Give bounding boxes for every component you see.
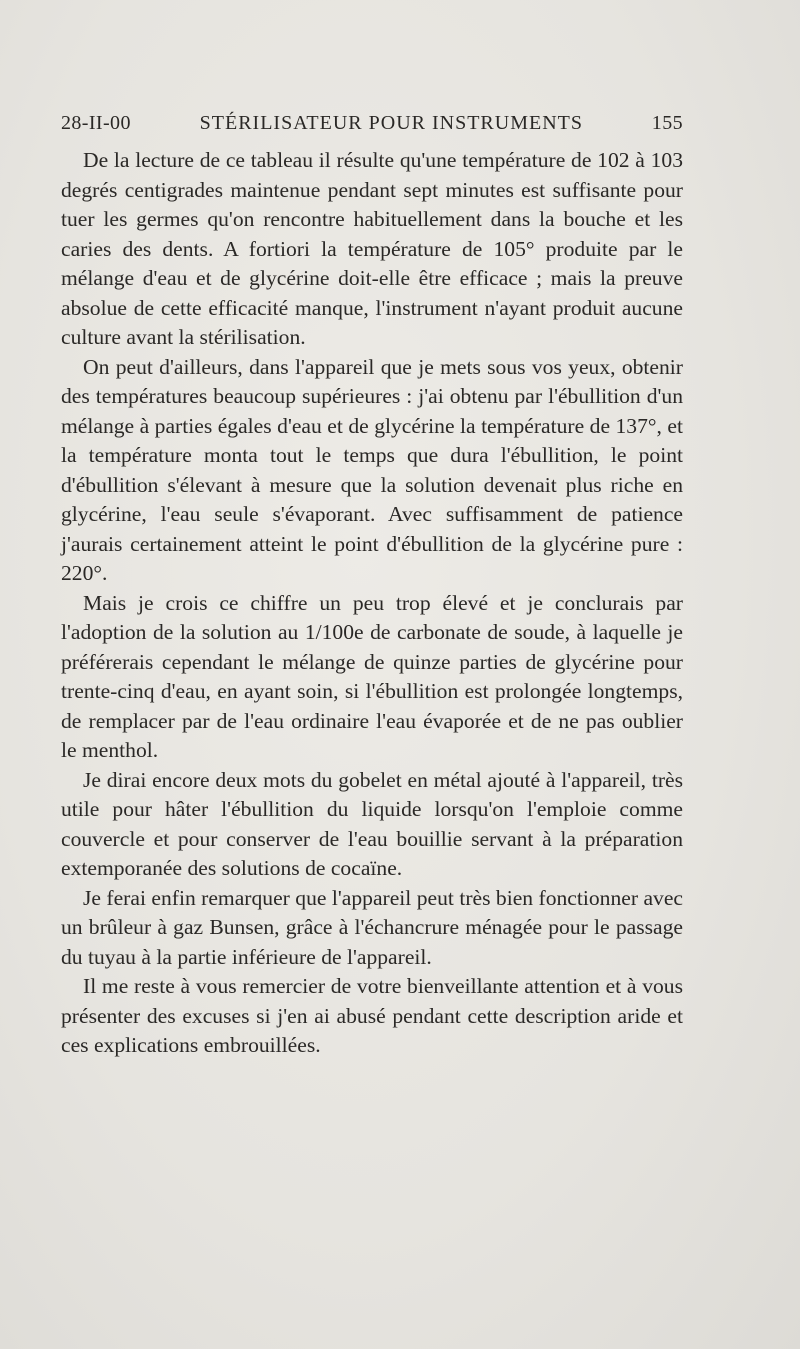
header-title: STÉRILISATEUR POUR INSTRUMENTS: [199, 112, 583, 134]
header-date: 28-II-00: [61, 112, 131, 134]
running-header: [61, 112, 683, 146]
paragraph: Il me reste à vous remercier de votre bienveillante attention et à vous présenter des excuses si j'en ai abusé pendant cette description aride et ces explications embrouillées.: [61, 974, 683, 1057]
paragraph: Je ferai enfin remarquer que l'appareil peut très bien fonctionner avec un brûleur à gaz Bunsen, grâce à l'échancrure ménagée pour le passage du tuyau à la partie inférieure de l'appareil.: [61, 885, 683, 969]
page-number: 155: [651, 112, 683, 134]
paragraph: On peut d'ailleurs, dans l'appareil que je mets sous vos yeux, obtenir des températures beaucoup supérieures : j'ai obtenu par l'ébullition d'un mélange à parties égales d'eau et de glycérine la température de 137°, et la température monta tout le temps que dura l'ébullition, le point d'ébullition s'élevant à mesure que la solution devenait plus riche en glycérine, l'eau seule s'évaporant. Avec suffisamment de patience j'aurais certainement atteint le point d'ébullition de la glycérine pure : 220°.: [61, 354, 683, 585]
paragraph: De la lecture de ce tableau il résulte qu'une température de 102 à 103 degrés centigrades maintenue pendant sept minutes est suffisante pour tuer les germes qu'on rencontre habituellement dans la bouche et les caries des dents. A fortiori la température de 105° produite par le mélange d'eau et de glycérine doit-elle être efficace ; mais la preuve absolue de cette efficacité manque, l'instrument n'ayant produit aucune culture avant la stérilisation.: [61, 148, 683, 349]
page-body: [61, 146, 683, 1061]
paragraph: Je dirai encore deux mots du gobelet en métal ajouté à l'appareil, très utile pour hâter l'ébullition du liquide lorsqu'on l'emploie comme couvercle et pour conserver de l'eau bouillie servant à la préparation extemporanée des solutions de cocaïne.: [61, 767, 683, 880]
paragraph: Mais je crois ce chiffre un peu trop élevé et je conclurais par l'adoption de la solution au 1/100e de carbonate de soude, à laquelle je préférerais cependant le mélange de quinze parties de glycérine pour trente-cinq d'eau, en ayant soin, si l'ébullition est prolongée longtemps, de remplacer par de l'eau ordinaire l'eau évaporée et de ne pas oublier le menthol.: [61, 590, 683, 762]
